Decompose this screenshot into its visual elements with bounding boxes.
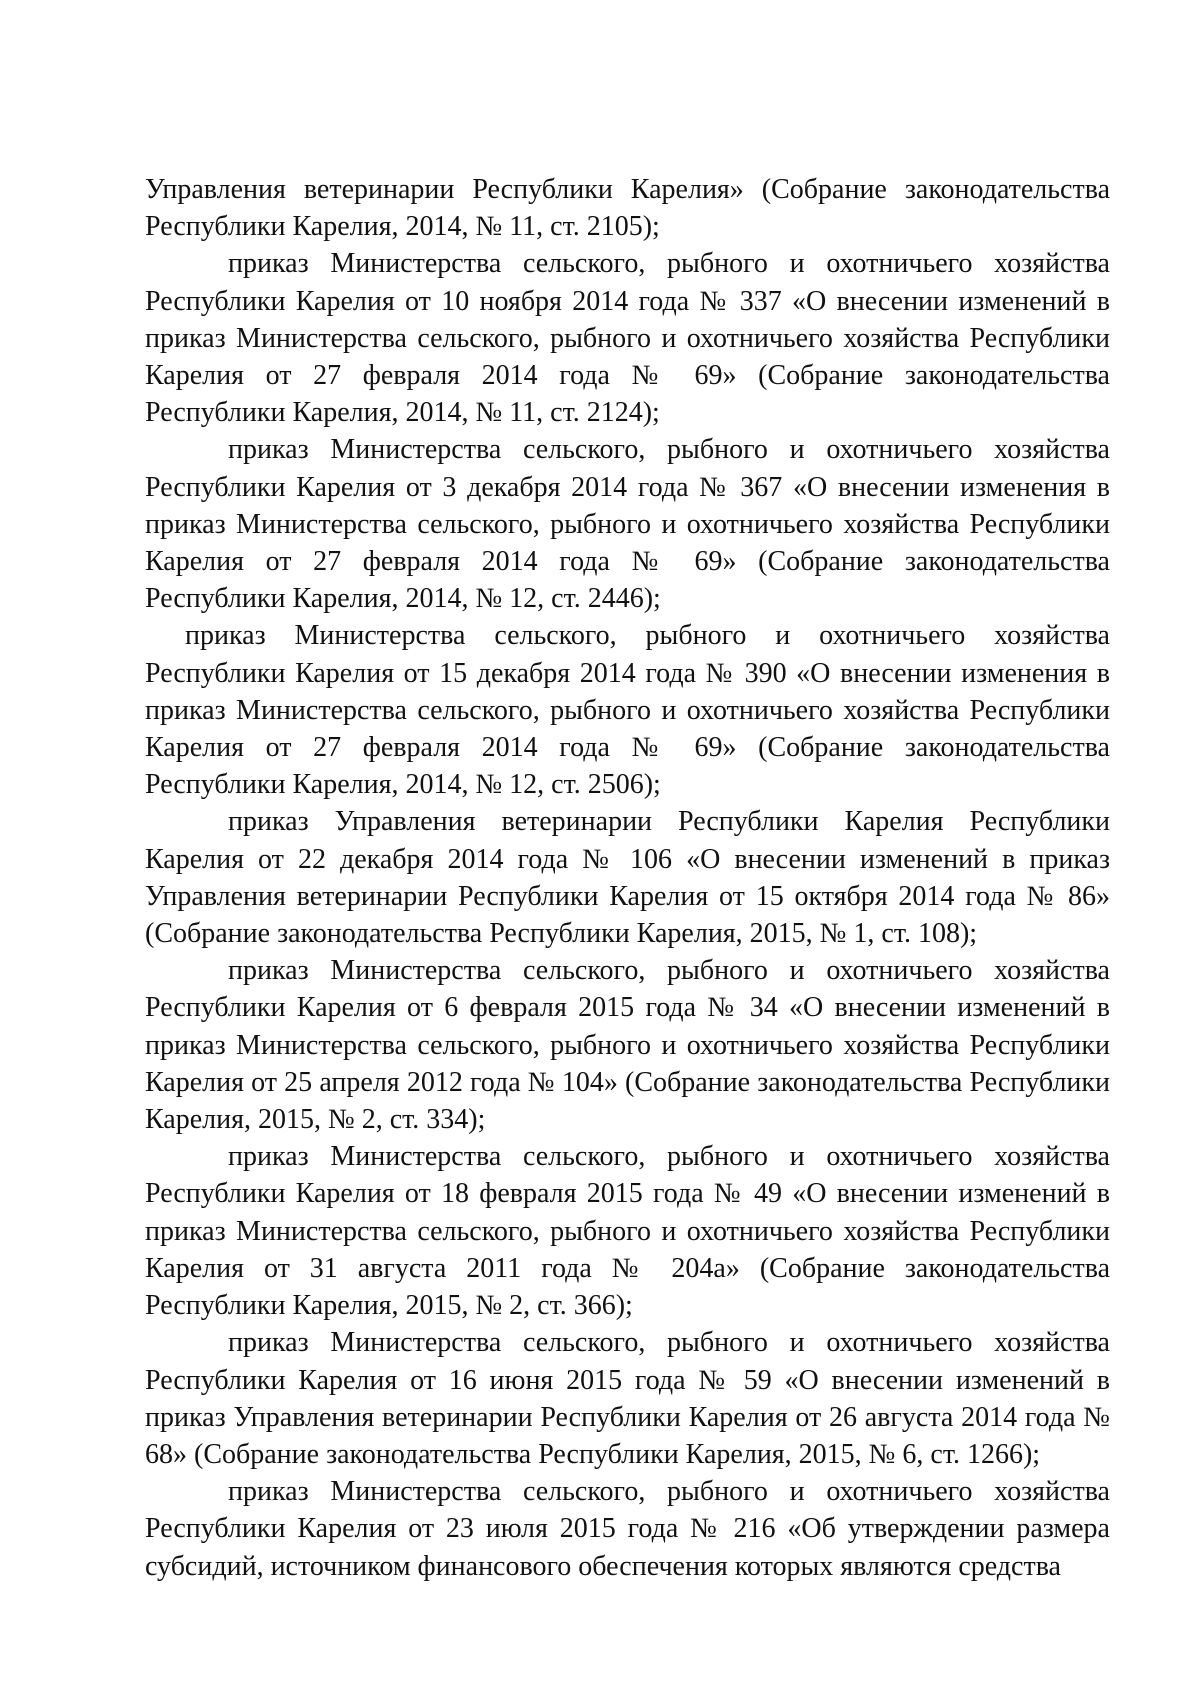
list-item: приказ Министерства сельского, рыбного и охотничьего хозяйства Республики Карелия от 15 декабря 2014 года № 390 «О внесении изменения в приказ Министерства сельского, рыбного и охотничьего хозяйства Республики Карелия от 27 февраля 2014 года № 69» (Собрание законодательства Республики Карелия, 2014, № 12, ст. 2506); xyxy=(145,620,1110,801)
list-item: приказ Министерства сельского, рыбного и охотничьего хозяйства Республики Карелия от 6 февраля 2015 года № 34 «О внесении изменений в приказ Министерства сельского, рыбного и охотничьего хозяйства Республики Карелия от 25 апреля 2012 года № 104» (Собрание законодательства Республики Карелия, 2015, № 2, ст. 334); xyxy=(145,955,1110,1136)
paragraph-continuation: Управления ветеринарии Республики Карелия» (Собрание законодательства Республики Карелия, 2014, № 11, ст. 2105); xyxy=(145,174,1110,243)
list-item: приказ Министерства сельского, рыбного и охотничьего хозяйства Республики Карелия от 18 февраля 2015 года № 49 «О внесении изменений в приказ Министерства сельского, рыбного и охотничьего хозяйства Республики Карелия от 31 августа 2011 года № 204а» (Собрание законодательства Республики Карелия, 2015, № 2, ст. 366); xyxy=(145,1141,1110,1322)
list-item: приказ Министерства сельского, рыбного и охотничьего хозяйства Республики Карелия от 3 декабря 2014 года № 367 «О внесении изменения в приказ Министерства сельского, рыбного и охотничьего хозяйства Республики Карелия от 27 февраля 2014 года № 69» (Собрание законодательства Республики Карелия, 2014, № 12, ст. 2446); xyxy=(145,434,1110,615)
list-item: приказ Министерства сельского, рыбного и охотничьего хозяйства Республики Карелия от 16 июня 2015 года № 59 «О внесении изменений в приказ Управления ветеринарии Республики Карелия от 26 августа 2014 года № 68» (Собрание законодательства Республики Карелия, 2015, № 6, ст. 1266); xyxy=(145,1327,1110,1470)
list-item: приказ Министерства сельского, рыбного и охотничьего хозяйства Республики Карелия от 10 ноября 2014 года № 337 «О внесении изменений в приказ Министерства сельского, рыбного и охотничьего хозяйства Республики Карелия от 27 февраля 2014 года № 69» (Собрание законодательства Республики Карелия, 2014, № 11, ст. 2124); xyxy=(145,248,1110,429)
list-item: приказ Министерства сельского, рыбного и охотничьего хозяйства Республики Карелия от 23 июля 2015 года № 216 «Об утверждении размера субсидий, источником финансового обеспечения которых являются средства xyxy=(145,1476,1110,1582)
document-body xyxy=(145,171,1110,1585)
list-item: приказ Управления ветеринарии Республики Карелия Республики Карелия от 22 декабря 2014 года № 106 «О внесении изменений в приказ Управления ветеринарии Республики Карелия от 15 октября 2014 года № 86» (Собрание законодательства Республики Карелия, 2015, № 1, ст. 108); xyxy=(145,806,1110,950)
